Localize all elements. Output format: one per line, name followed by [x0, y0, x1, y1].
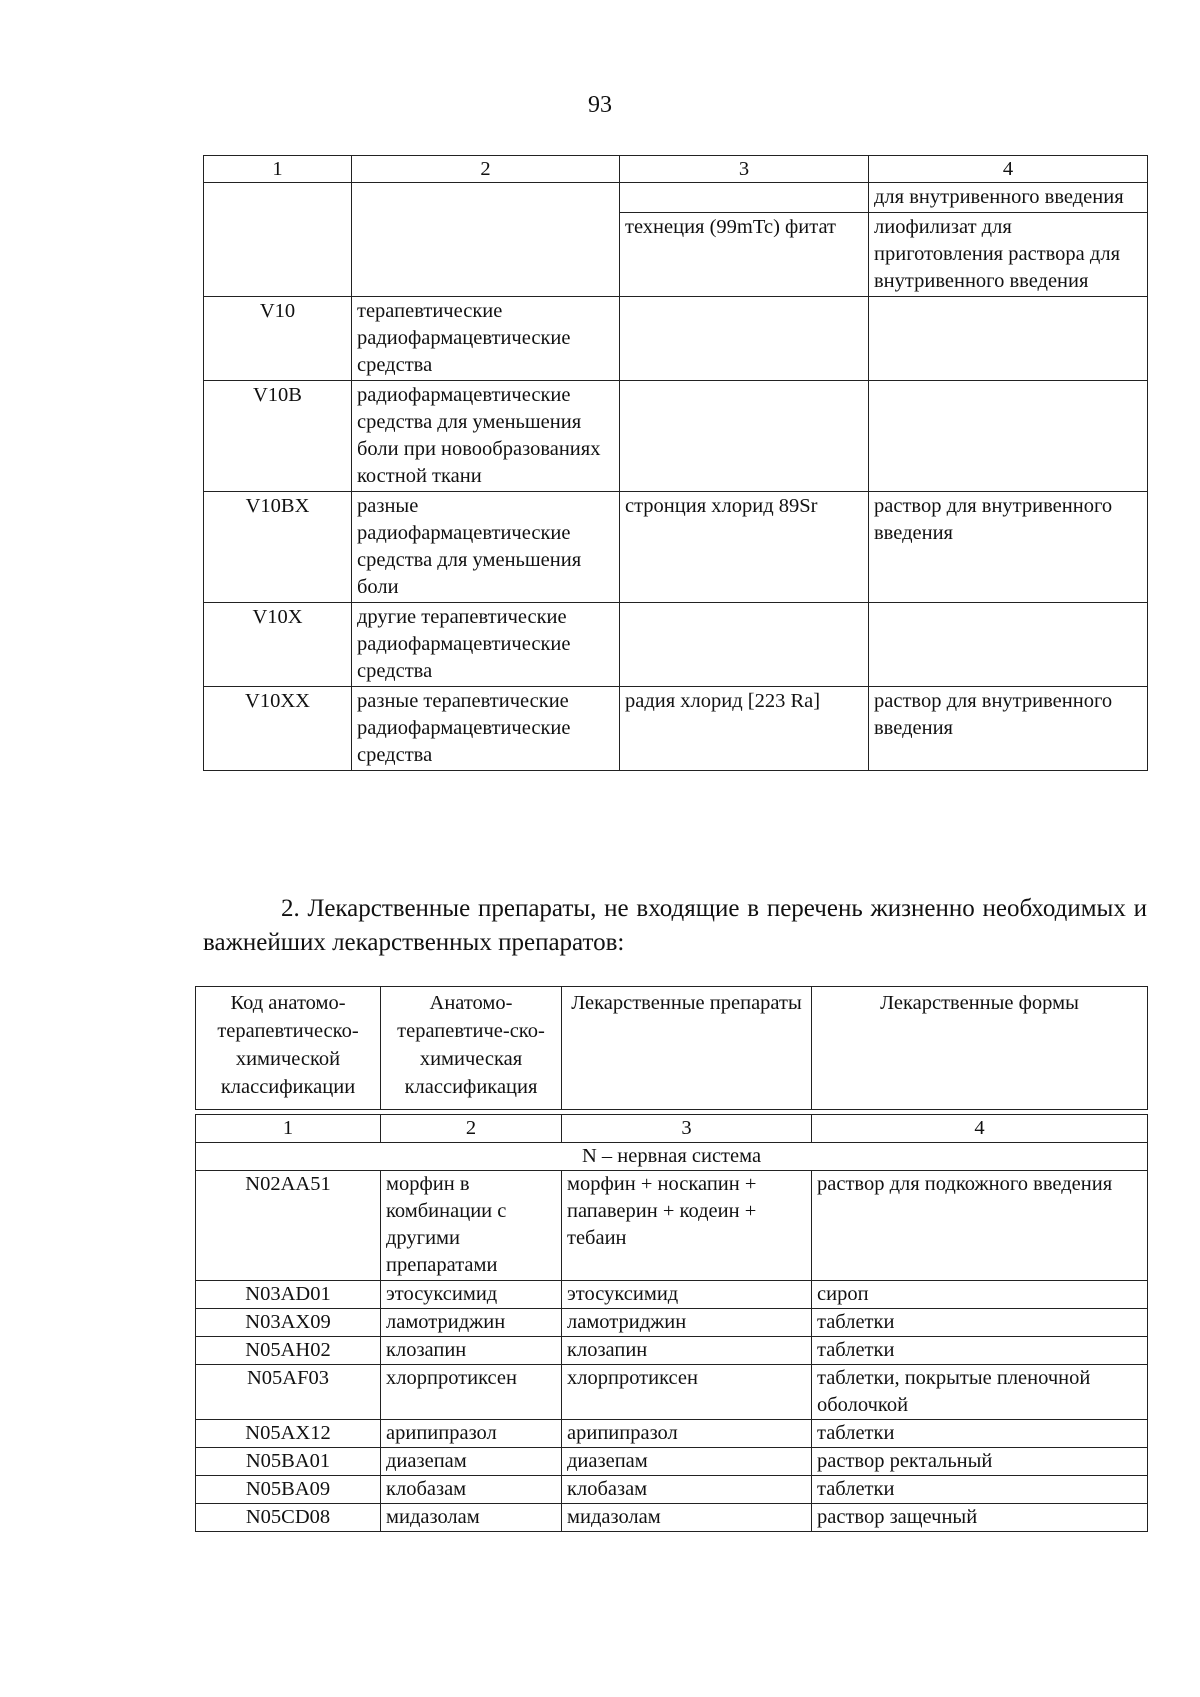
drug-cell: клобазам	[562, 1476, 812, 1504]
atc-code-cell: V10X	[204, 603, 352, 687]
drug-cell	[620, 603, 869, 687]
atc-group-cell: клозапин	[381, 1337, 562, 1365]
drug-cell: морфин + носкапин + папаверин + кодеин + тебаин	[562, 1171, 812, 1281]
atc-group-cell: терапевтические радиофармацевтические средства	[352, 297, 620, 381]
form-cell: таблетки	[812, 1337, 1148, 1365]
table-row	[196, 1365, 1148, 1420]
column-number: 4	[812, 1115, 1148, 1143]
form-cell: раствор защечный	[812, 1504, 1148, 1532]
column-number: 3	[620, 156, 869, 183]
drug-cell	[620, 381, 869, 492]
header-row	[196, 987, 1148, 1110]
radiopharmaceuticals-table	[203, 155, 1148, 771]
atc-group-cell: ламотриджин	[381, 1309, 562, 1337]
table-row	[204, 603, 1148, 687]
atc-code-cell: N03AD01	[196, 1281, 381, 1309]
table-row	[204, 183, 1148, 213]
form-cell: лиофилизат для приготовления раствора для внутривенного введения	[869, 213, 1148, 297]
form-cell: раствор ректальный	[812, 1448, 1148, 1476]
drug-cell: мидазолам	[562, 1504, 812, 1532]
column-number: 1	[196, 1115, 381, 1143]
atc-code-cell	[204, 183, 352, 297]
atc-code-cell: N02AA51	[196, 1171, 381, 1281]
column-number: 1	[204, 156, 352, 183]
table-row	[204, 687, 1148, 771]
form-cell: таблетки	[812, 1476, 1148, 1504]
drugs-table-header	[195, 986, 1148, 1110]
atc-code-cell: N05BA09	[196, 1476, 381, 1504]
atc-code-cell: N05AX12	[196, 1420, 381, 1448]
atc-code-cell: N03AX09	[196, 1309, 381, 1337]
section-2-heading: 2. Лекарственные препараты, не входящие в перечень жизненно необходимых и важнейших лекарственных препаратов:	[203, 895, 1147, 956]
drug-cell: технеция (99mTc) фитат	[620, 213, 869, 297]
table-row	[196, 1309, 1148, 1337]
form-cell: раствор для подкожного введения	[812, 1171, 1148, 1281]
form-cell: таблетки	[812, 1420, 1148, 1448]
group-title: N – нервная система	[196, 1143, 1148, 1171]
page-number: 93	[588, 92, 612, 118]
table-row	[196, 1171, 1148, 1281]
header-forms: Лекарственные формы	[812, 987, 1148, 1110]
column-number-row	[196, 1115, 1148, 1143]
form-cell	[869, 297, 1148, 381]
atc-code-cell: V10XX	[204, 687, 352, 771]
drug-cell: клозапин	[562, 1337, 812, 1365]
column-number: 2	[352, 156, 620, 183]
atc-group-cell: арипипразол	[381, 1420, 562, 1448]
column-number: 4	[869, 156, 1148, 183]
header-atc-code: Код анатомо-терапевтическо-химической классификации	[196, 987, 381, 1110]
atc-group-cell: клобазам	[381, 1476, 562, 1504]
header-atc-group: Анатомо-терапевтиче-ско-химическая классификация	[381, 987, 562, 1110]
atc-code-cell: V10BX	[204, 492, 352, 603]
drug-cell: ламотриджин	[562, 1309, 812, 1337]
atc-group-cell: хлорпротиксен	[381, 1365, 562, 1420]
atc-group-cell: разные радиофармацевтические средства для уменьшения боли	[352, 492, 620, 603]
table-row	[196, 1504, 1148, 1532]
table-row	[204, 297, 1148, 381]
drug-cell	[620, 297, 869, 381]
form-cell: таблетки, покрытые пленочной оболочкой	[812, 1365, 1148, 1420]
atc-group-cell: диазепам	[381, 1448, 562, 1476]
drug-cell: этосуксимид	[562, 1281, 812, 1309]
table-row	[204, 492, 1148, 603]
form-cell: таблетки	[812, 1309, 1148, 1337]
drug-cell: стронция хлорид 89Sr	[620, 492, 869, 603]
atc-code-cell: V10	[204, 297, 352, 381]
column-number: 3	[562, 1115, 812, 1143]
table-row	[196, 1420, 1148, 1448]
form-cell: сироп	[812, 1281, 1148, 1309]
table-row	[204, 381, 1148, 492]
group-row	[196, 1143, 1148, 1171]
drug-cell: радия хлорид [223 Ra]	[620, 687, 869, 771]
header-drugs: Лекарственные препараты	[562, 987, 812, 1110]
table-row	[196, 1281, 1148, 1309]
atc-code-cell: N05AH02	[196, 1337, 381, 1365]
form-cell: раствор для внутривенного введения	[869, 492, 1148, 603]
table-row	[196, 1337, 1148, 1365]
atc-group-cell: другие терапевтические радиофармацевтические средства	[352, 603, 620, 687]
atc-group-cell: мидазолам	[381, 1504, 562, 1532]
form-cell	[869, 381, 1148, 492]
drug-cell: арипипразол	[562, 1420, 812, 1448]
table-row	[196, 1448, 1148, 1476]
column-number: 2	[381, 1115, 562, 1143]
form-cell: раствор для внутривенного введения	[869, 687, 1148, 771]
atc-code-cell: N05CD08	[196, 1504, 381, 1532]
drug-cell	[620, 183, 869, 213]
atc-group-cell: морфин в комбинации с другими препаратами	[381, 1171, 562, 1281]
atc-code-cell: V10B	[204, 381, 352, 492]
form-cell	[869, 603, 1148, 687]
drug-cell: диазепам	[562, 1448, 812, 1476]
atc-code-cell: N05BA01	[196, 1448, 381, 1476]
form-cell: для внутривенного введения	[869, 183, 1148, 213]
atc-group-cell	[352, 183, 620, 297]
drugs-table	[195, 1114, 1148, 1532]
table-row	[196, 1476, 1148, 1504]
drug-cell: хлорпротиксен	[562, 1365, 812, 1420]
atc-group-cell: радиофармацевтические средства для уменьшения боли при новообразованиях костной ткани	[352, 381, 620, 492]
column-number-row	[204, 156, 1148, 183]
atc-group-cell: разные терапевтические радиофармацевтические средства	[352, 687, 620, 771]
atc-group-cell: этосуксимид	[381, 1281, 562, 1309]
atc-code-cell: N05AF03	[196, 1365, 381, 1420]
